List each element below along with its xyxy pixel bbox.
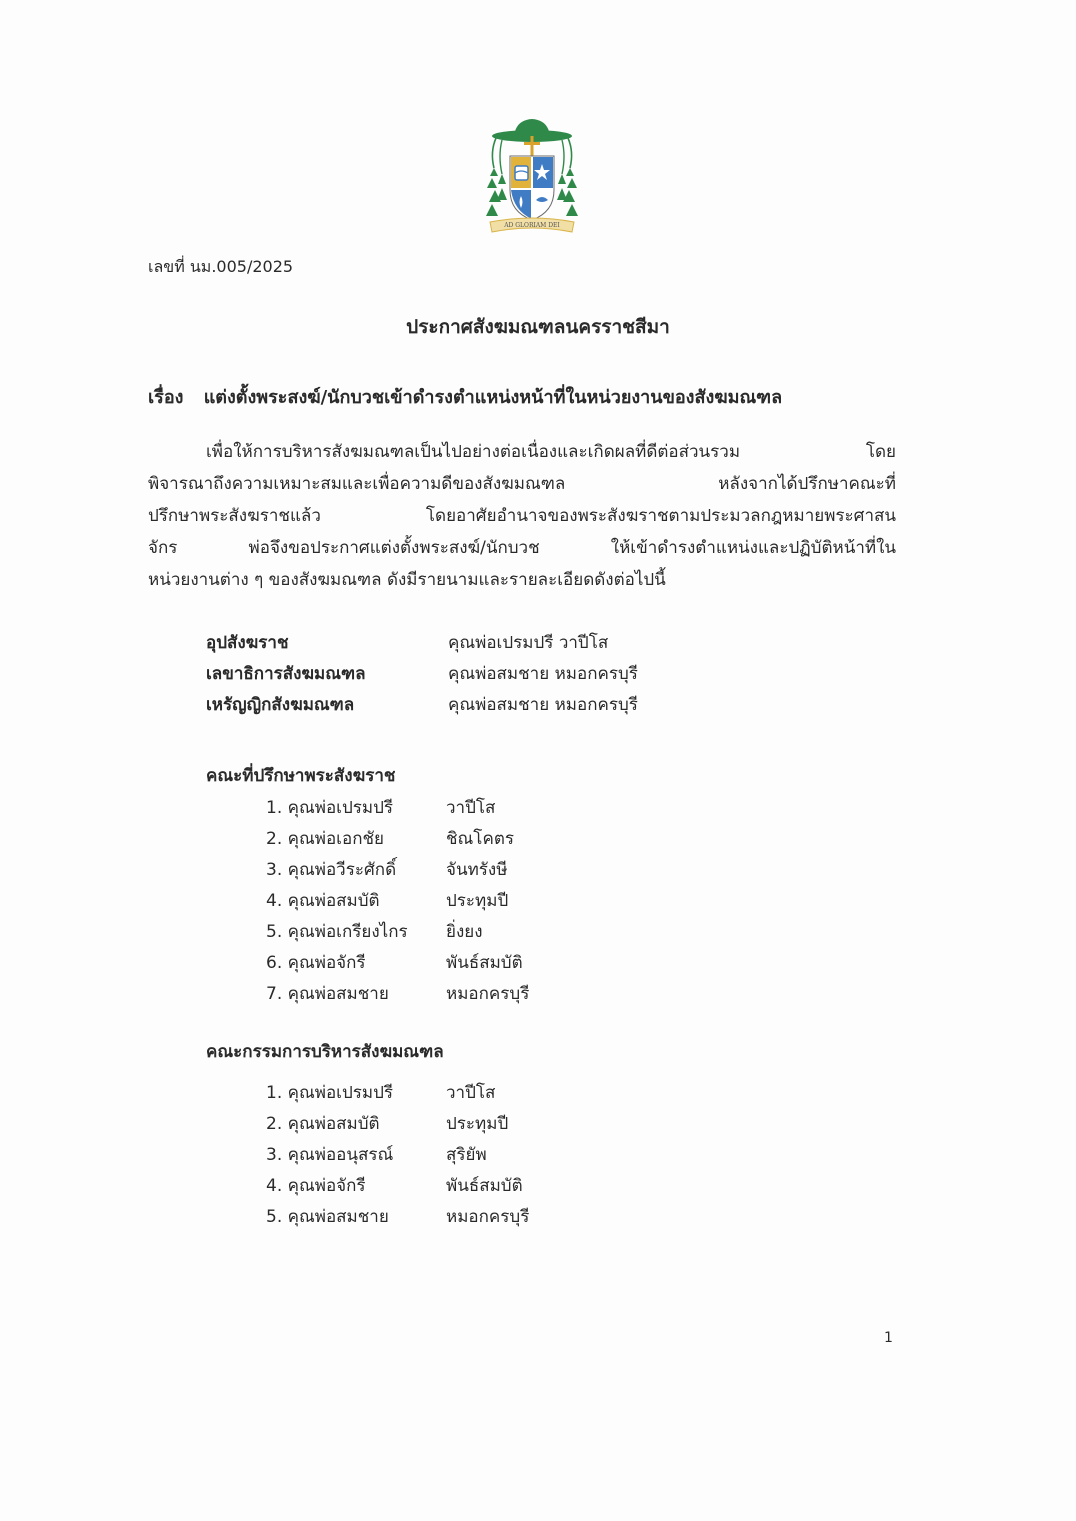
member-given-name: 3. คุณพ่ออนุสรณ์ <box>266 1145 394 1165</box>
member-given-name: 1. คุณพ่อเปรมปรี <box>266 1083 394 1103</box>
member-family-name: วาปีโส <box>446 798 496 818</box>
board-member-list <box>266 1078 529 1233</box>
coat-of-arms-emblem <box>482 112 582 238</box>
official-row <box>206 628 638 659</box>
council-member-list <box>266 793 529 1010</box>
list-item <box>266 1109 529 1140</box>
list-item <box>266 824 529 855</box>
list-item <box>266 1202 529 1233</box>
member-given-name: 4. คุณพ่อสมบัติ <box>266 891 380 911</box>
list-item <box>266 855 529 886</box>
member-family-name: พันธ์สมบัติ <box>446 953 523 973</box>
officials-list <box>206 628 638 721</box>
subject-label: เรื่อง <box>148 387 184 408</box>
member-given-name: 4. คุณพ่อจักรี <box>266 1176 366 1196</box>
list-item <box>266 1140 529 1171</box>
member-family-name: หมอกครบุรี <box>446 1207 530 1227</box>
member-family-name: ประทุมปี <box>446 1114 509 1134</box>
official-row <box>206 659 638 690</box>
official-name: คุณพ่อสมชาย หมอกครบุรี <box>448 664 638 684</box>
body-line: เพื่อให้การบริหารสังฆมณฑลเป็นไปอย่างต่อเนื่องและเกิดผลที่ดีต่อส่วนรวม โดย <box>206 442 896 462</box>
list-item <box>266 979 529 1010</box>
member-given-name: 3. คุณพ่อวีระศักดิ์ <box>266 860 397 880</box>
list-item <box>266 1078 529 1109</box>
member-given-name: 5. คุณพ่อสมชาย <box>266 1207 389 1227</box>
svg-text:AD GLORIAM DEI: AD GLORIAM DEI <box>504 222 560 229</box>
member-family-name: วาปีโส <box>446 1083 496 1103</box>
official-role: เหรัญญิกสังฆมณฑล <box>206 695 355 715</box>
member-given-name: 7. คุณพ่อสมชาย <box>266 984 389 1004</box>
subject-text: แต่งตั้งพระสงฆ์/นักบวชเข้าดำรงตำแหน่งหน้าที่ในหน่วยงานของสังฆมณฑล <box>203 387 783 408</box>
member-given-name: 2. คุณพ่อเอกชัย <box>266 829 384 849</box>
official-role: เลขาธิการสังฆมณฑล <box>206 664 366 684</box>
board-heading: คณะกรรมการบริหารสังฆมณฑล <box>206 1042 444 1062</box>
member-given-name: 2. คุณพ่อสมบัติ <box>266 1114 380 1134</box>
official-name: คุณพ่อสมชาย หมอกครบุรี <box>448 695 638 715</box>
member-given-name: 1. คุณพ่อเปรมปรี <box>266 798 394 818</box>
member-family-name: พันธ์สมบัติ <box>446 1176 523 1196</box>
body-line: หน่วยงานต่าง ๆ ของสังฆมณฑล ดังมีรายนามและรายละเอียดดังต่อไปนี้ <box>148 570 666 590</box>
document-number: เลขที่ นม.005/2025 <box>148 257 294 276</box>
announcement-title: ประกาศสังฆมณฑลนครราชสีมา <box>406 316 670 338</box>
member-given-name: 6. คุณพ่อจักรี <box>266 953 366 973</box>
subject-line <box>148 382 782 411</box>
body-line: ปรึกษาพระสังฆราชแล้ว โดยอาศัยอำนาจของพระสังฆราชตามประมวลกฎหมายพระศาสน <box>148 506 896 526</box>
list-item <box>266 948 529 979</box>
council-heading: คณะที่ปรึกษาพระสังฆราช <box>206 766 396 786</box>
member-family-name: ชิณโคตร <box>446 829 514 849</box>
member-family-name: ยิ่งยง <box>446 922 483 942</box>
list-item <box>266 917 529 948</box>
official-row <box>206 690 638 721</box>
list-item <box>266 1171 529 1202</box>
official-role: อุปสังฆราช <box>206 633 289 653</box>
member-family-name: ประทุมปี <box>446 891 509 911</box>
member-family-name: สุริยัพ <box>446 1145 487 1165</box>
page-number: 1 <box>884 1330 893 1346</box>
body-line: พิจารณาถึงความเหมาะสมและเพื่อความดีของสังฆมณฑล หลังจากได้ปรึกษาคณะที่ <box>148 474 896 494</box>
list-item <box>266 793 529 824</box>
body-paragraph <box>148 436 896 596</box>
body-line: จักร พ่อจึงขอประกาศแต่งตั้งพระสงฆ์/นักบวช ให้เข้าดำรงตำแหน่งและปฏิบัติหน้าที่ใน <box>148 538 896 558</box>
member-family-name: จันทรังษี <box>446 860 508 880</box>
list-item <box>266 886 529 917</box>
member-given-name: 5. คุณพ่อเกรียงไกร <box>266 922 408 942</box>
member-family-name: หมอกครบุรี <box>446 984 530 1004</box>
official-name: คุณพ่อเปรมปรี วาปีโส <box>448 633 609 653</box>
